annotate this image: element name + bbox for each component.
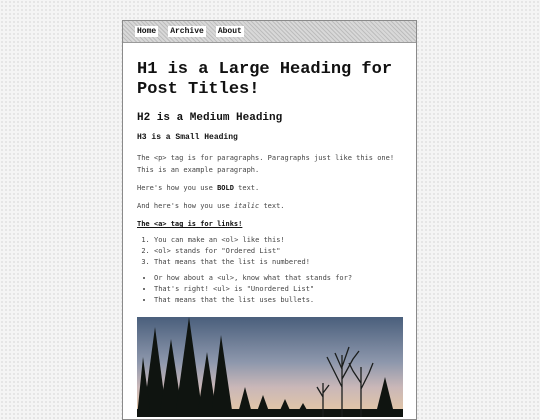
list-item: • Or how about a <ul>, know what that stands for? — [154, 273, 402, 284]
post-content — [123, 43, 416, 417]
nav-about-link[interactable]: About — [217, 26, 242, 36]
heading-h1: H1 is a Large Heading for Post Titles! — [137, 60, 393, 99]
heading-h2: H2 is a Medium Heading — [137, 112, 283, 124]
italic-example-paragraph — [137, 200, 402, 212]
top-nav — [123, 21, 416, 43]
list-item: 1. You can make an <ol> like this! — [154, 235, 402, 246]
ordered-list — [137, 235, 402, 268]
bold-line-prefix: Here's how you use — [137, 184, 218, 192]
bold-text: BOLD — [217, 184, 234, 192]
italic-text: italic — [233, 202, 260, 210]
italic-line-prefix: And here's how you use — [137, 202, 234, 210]
link-paragraph — [137, 218, 402, 230]
blog-page — [122, 20, 417, 420]
list-item: 3. That means that the list is numbered! — [154, 257, 402, 268]
list-item: 2. <ol> stands for "Ordered List" — [154, 246, 402, 257]
example-paragraph: The <p> tag is for paragraphs. Paragraphs just like this one! This is an example paragraph. — [137, 154, 395, 174]
unordered-list — [137, 273, 402, 306]
list-item: • That's right! <ul> is "Unordered List" — [154, 284, 402, 295]
bold-line-suffix: text. — [233, 184, 260, 192]
list-item: • That means that the list uses bullets. — [154, 295, 402, 306]
bold-example-paragraph — [137, 182, 402, 194]
nav-archive-link[interactable]: Archive — [170, 26, 204, 36]
example-link[interactable]: The <a> tag is for links! — [137, 220, 243, 228]
winter-sunset-photo — [137, 317, 403, 417]
heading-h3: H3 is a Small Heading — [137, 133, 238, 142]
italic-line-suffix: text. — [259, 202, 285, 210]
nav-home-link[interactable]: Home — [137, 26, 157, 36]
